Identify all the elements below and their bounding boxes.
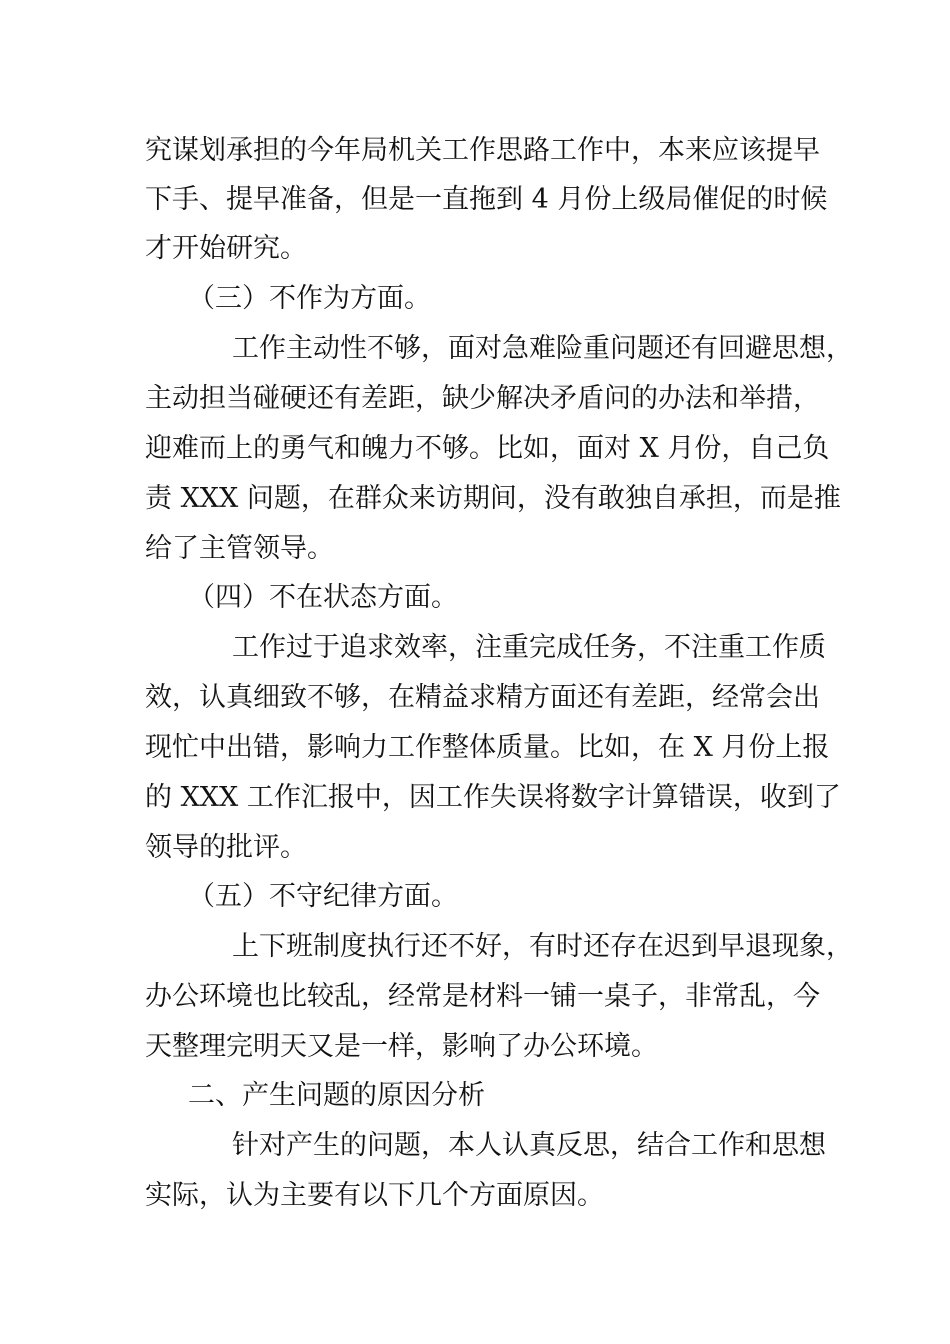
text-line: 究谋划承担的今年局机关工作思路工作中，本来应该提早 bbox=[145, 135, 820, 166]
chapter-heading: 二、产生问题的原因分析 bbox=[188, 1080, 485, 1111]
text-line: 工作主动性不够，面对急难险重问题还有回避思想， bbox=[232, 333, 853, 364]
text-line: 实际，认为主要有以下几个方面原因。 bbox=[145, 1180, 604, 1211]
text-line: 才开始研究。 bbox=[145, 233, 307, 264]
section-heading: （五）不守纪律方面。 bbox=[188, 881, 458, 912]
text-line: 责 XXX 问题，在群众来访期间，没有敢独自承担，而是推 bbox=[145, 483, 841, 514]
section-heading: （四）不在状态方面。 bbox=[188, 582, 458, 613]
text-line: 针对产生的问题，本人认真反思，结合工作和思想 bbox=[232, 1130, 826, 1161]
text-line: 给了主管领导。 bbox=[145, 533, 334, 564]
text-line: 主动担当碰硬还有差距，缺少解决矛盾问的办法和举措， bbox=[145, 383, 820, 414]
text-line: 下手、提早准备，但是一直拖到 4 月份上级局催促的时候 bbox=[145, 184, 828, 215]
text-line: 现忙中出错，影响力工作整体质量。比如，在 X 月份上报 bbox=[145, 732, 830, 763]
text-line: 办公环境也比较乱，经常是材料一铺一桌子，非常乱，今 bbox=[145, 981, 820, 1012]
text-line: 迎难而上的勇气和魄力不够。比如，面对 X 月份，自己负 bbox=[145, 433, 830, 464]
text-line: 领导的批评。 bbox=[145, 832, 307, 863]
text-line: 效，认真细致不够，在精益求精方面还有差距，经常会出 bbox=[145, 682, 820, 713]
text-line: 的 XXX 工作汇报中，因工作失误将数字计算错误，收到了 bbox=[145, 782, 841, 813]
text-line: 上下班制度执行还不好，有时还存在迟到早退现象， bbox=[232, 931, 853, 962]
text-line: 天整理完明天又是一样，影响了办公环境。 bbox=[145, 1031, 658, 1062]
text-line: 工作过于追求效率，注重完成任务，不注重工作质 bbox=[232, 632, 826, 663]
section-heading: （三）不作为方面。 bbox=[188, 283, 431, 314]
